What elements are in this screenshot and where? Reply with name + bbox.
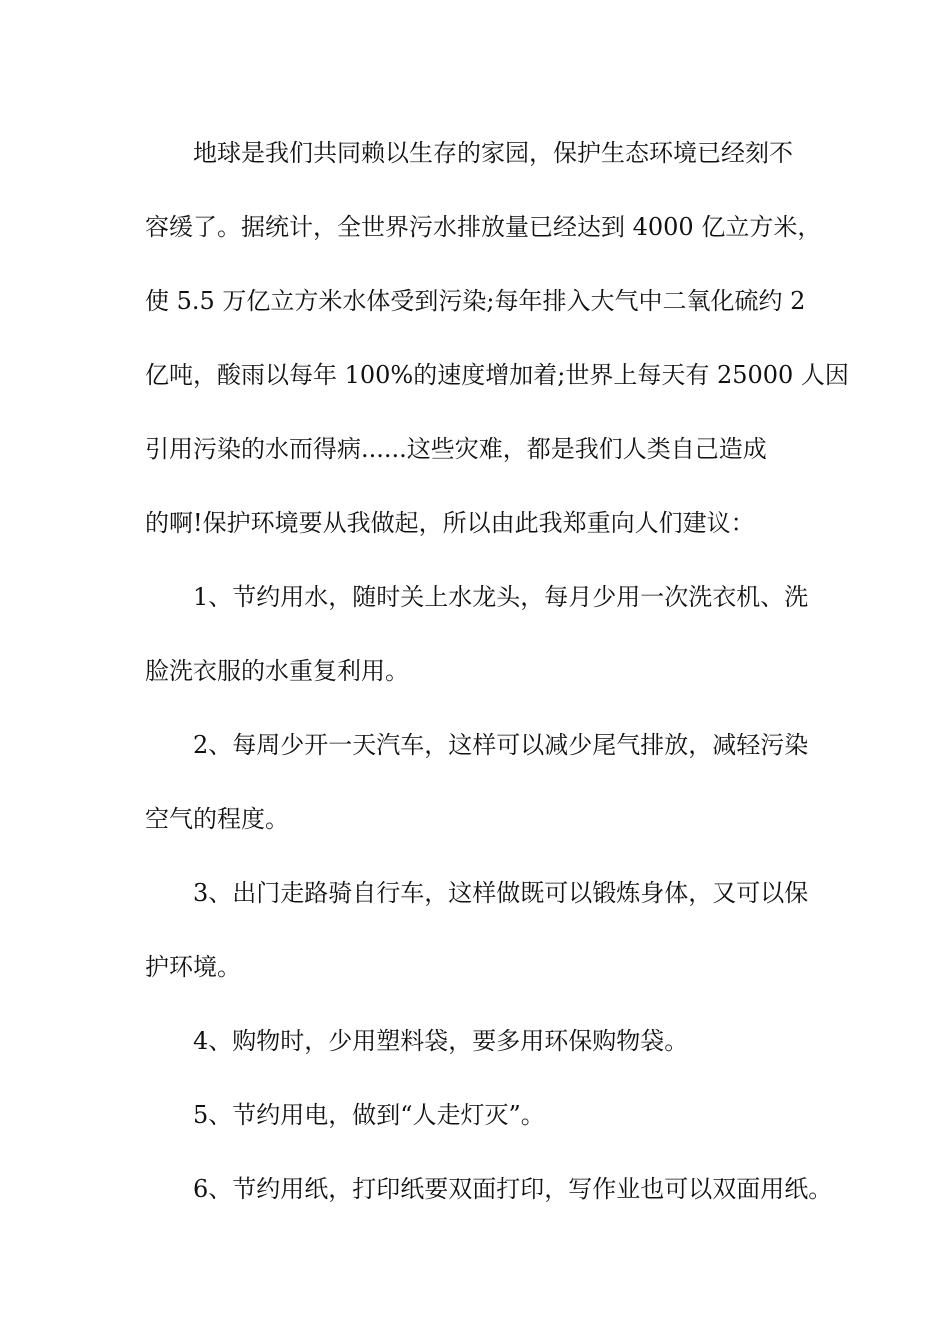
suggestion-4: 4、购物时，少用塑料袋，要多用环保购物袋。 <box>193 1027 689 1055</box>
suggestion-2-line-1: 2、每周少开一天汽车，这样可以减少尾气排放，减轻污染 <box>193 731 809 759</box>
suggestion-1-line-1: 1、节约用水，随时关上水龙头，每月少用一次洗衣机、洗 <box>193 583 809 611</box>
paragraph-intro-line-2: 容缓了。据统计，全世界污水排放量已经达到 4000 亿立方米， <box>145 213 822 241</box>
paragraph-intro-line-5: 引用污染的水而得病......这些灾难，都是我们人类自己造成 <box>145 435 767 463</box>
paragraph-intro-line-3: 使 5.5 万亿立方米水体受到污染;每年排入大气中二氧化硫约 2 <box>145 287 806 315</box>
suggestion-1-line-2: 脸洗衣服的水重复利用。 <box>145 657 409 685</box>
suggestion-6: 6、节约用纸，打印纸要双面打印，写作业也可以双面用纸。 <box>193 1175 833 1203</box>
suggestion-5: 5、节约用电，做到“人走灯灭”。 <box>193 1101 545 1129</box>
paragraph-intro-line-1: 地球是我们共同赖以生存的家园，保护生态环境已经刻不 <box>193 139 793 167</box>
suggestion-3-line-2: 护环境。 <box>145 953 241 981</box>
suggestion-2-line-2: 空气的程度。 <box>145 805 289 833</box>
paragraph-intro-line-6: 的啊!保护环境要从我做起，所以由此我郑重向人们建议： <box>145 509 755 537</box>
suggestion-3-line-1: 3、出门走路骑自行车，这样做既可以锻炼身体，又可以保 <box>193 879 809 907</box>
paragraph-intro-line-4: 亿吨，酸雨以每年 100%的速度增加着;世界上每天有 25000 人因 <box>145 361 849 389</box>
